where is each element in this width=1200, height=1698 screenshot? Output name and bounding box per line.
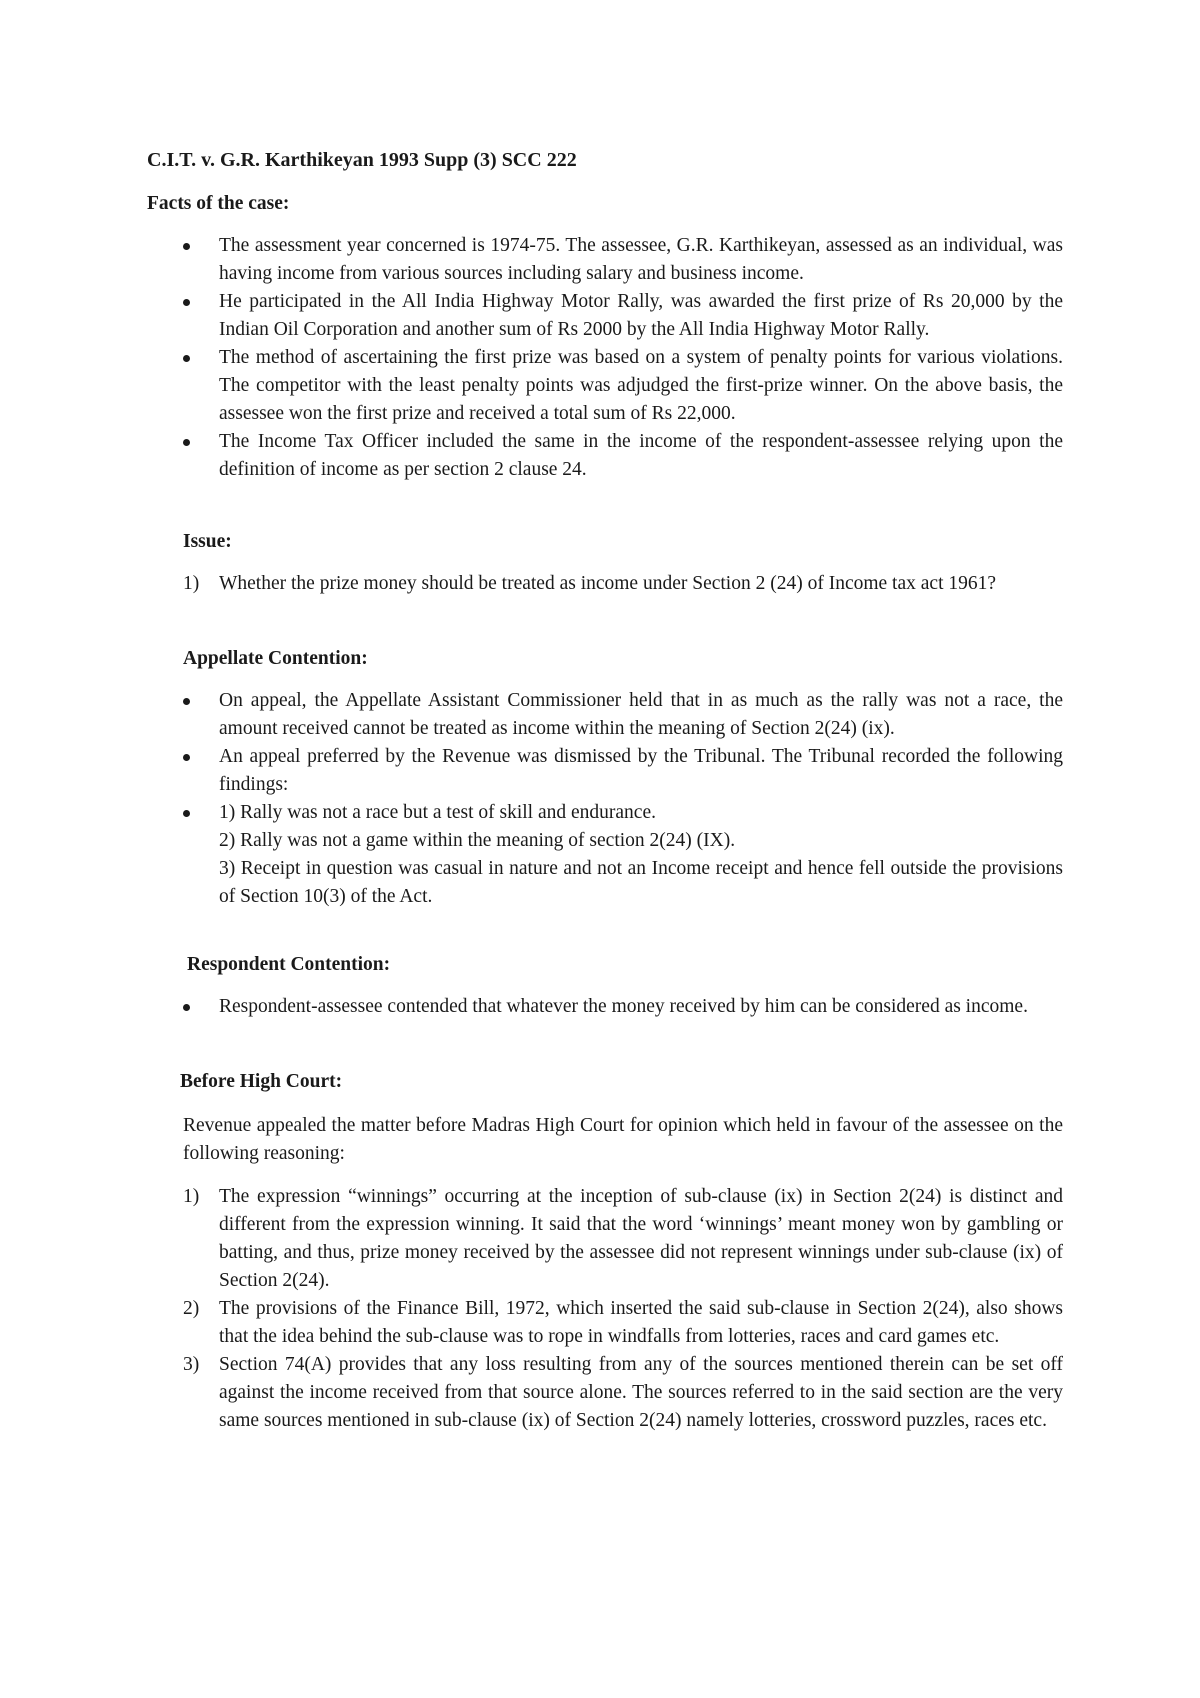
bullet-icon	[183, 243, 190, 250]
bullet-icon	[183, 355, 190, 362]
appellate-list	[183, 687, 1063, 911]
case-title: C.I.T. v. G.R. Karthikeyan 1993 Supp (3) SCC 222	[147, 149, 577, 171]
respondent-item: Respondent-assessee contended that whatever the money received by him can be considered as income.	[183, 993, 1063, 1021]
appellate-item: An appeal preferred by the Revenue was dismissed by the Tribunal. The Tribunal recorded the following findings:	[183, 743, 1063, 799]
bullet-icon	[183, 1004, 190, 1011]
facts-list	[183, 232, 1063, 484]
respondent-heading: Respondent Contention:	[187, 954, 391, 975]
high-court-item: 2) The provisions of the Finance Bill, 1972, which inserted the said sub-clause in Section 2(24), also shows that the idea behind the sub-clause was to rope in windfalls from lotteries, races and card games etc.	[183, 1298, 1063, 1347]
facts-heading: Facts of the case:	[147, 193, 290, 214]
bullet-icon	[183, 810, 190, 817]
appellate-item: On appeal, the Appellate Assistant Commissioner held that in as much as the rally was not a race, the amount received cannot be treated as income within the meaning of Section 2(24) (ix).	[183, 687, 1063, 743]
appellate-heading: Appellate Contention:	[183, 648, 368, 669]
issue-list	[183, 570, 1063, 598]
high-court-item: 1) The expression “winnings” occurring at the inception of sub-clause (ix) in Section 2(24) is distinct and different from the expression winning. It said that the word ‘winnings’ meant money won by gambling or batting, and thus, prize money received by the assessee did not represent winnings under sub-clause (ix) of Section 2(24).	[183, 1186, 1063, 1291]
high-court-list	[183, 1183, 1063, 1435]
facts-item: The assessment year concerned is 1974-75. The assessee, G.R. Karthikeyan, assessed as an individual, was having income from various sources including salary and business income.	[183, 232, 1063, 288]
high-court-heading: Before High Court:	[180, 1071, 343, 1092]
bullet-icon	[183, 299, 190, 306]
respondent-list	[183, 993, 1063, 1021]
bullet-icon	[183, 698, 190, 705]
issue-item: 1) Whether the prize money should be treated as income under Section 2 (24) of Income tax act 1961?	[183, 573, 997, 594]
facts-item: He participated in the All India Highway Motor Rally, was awarded the first prize of Rs 20,000 by the Indian Oil Corporation and another sum of Rs 2000 by the All India Highway Motor Rally.	[183, 288, 1063, 344]
issue-heading: Issue:	[183, 531, 232, 552]
high-court-intro: Revenue appealed the matter before Madras High Court for opinion which held in favour of the assessee on the following reasoning:	[183, 1115, 1063, 1164]
high-court-item: 3) Section 74(A) provides that any loss resulting from any of the sources mentioned therein can be set off against the income received from that source alone. The sources referred to in the said section are the very same sources mentioned in sub-clause (ix) of Section 2(24) namely lotteries, crossword puzzles, races etc.	[183, 1354, 1063, 1431]
appellate-findings: 1) Rally was not a race but a test of skill and endurance. 2) Rally was not a game within the meaning of section 2(24) (IX). 3) Receipt in question was casual in nature and not an Income receipt and hence fell outside the provisions of Section 10(3) of the Act.	[183, 799, 1063, 911]
facts-item: The Income Tax Officer included the same in the income of the respondent-assessee relying upon the definition of income as per section 2 clause 24.	[183, 428, 1063, 484]
bullet-icon	[183, 754, 190, 761]
bullet-icon	[183, 439, 190, 446]
facts-item: The method of ascertaining the first prize was based on a system of penalty points for various violations. The competitor with the least penalty points was adjudged the first-prize winner. On the above basis, the assessee won the first prize and received a total sum of Rs 22,000.	[183, 344, 1063, 428]
